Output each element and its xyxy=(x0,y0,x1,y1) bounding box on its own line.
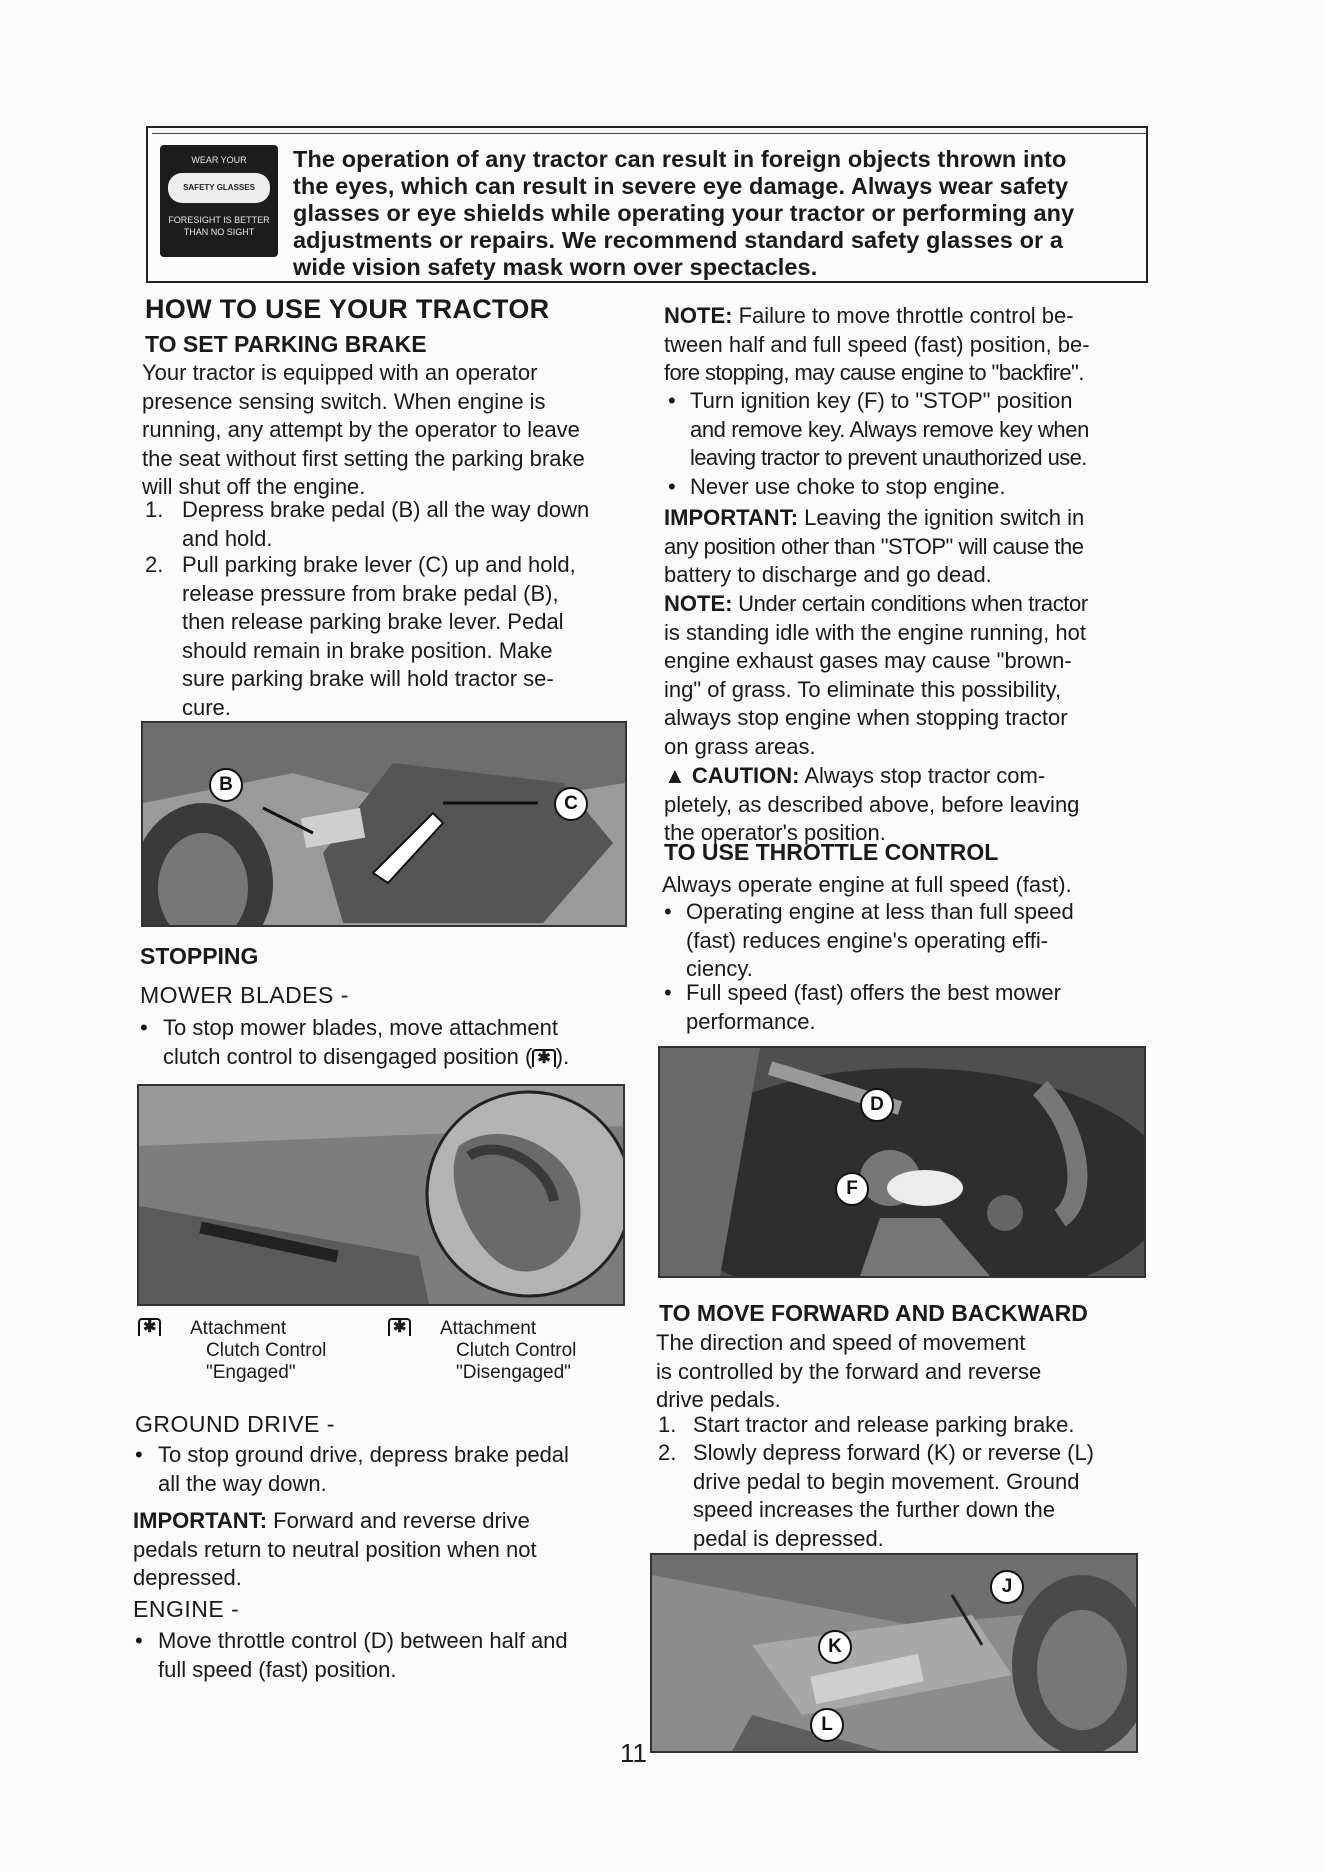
important-note-left xyxy=(133,1507,633,1593)
text-line: drive pedals. xyxy=(656,1387,781,1412)
text-line: then release parking brake lever. Pedal xyxy=(182,609,564,634)
icon-text: WEAR YOUR xyxy=(191,155,247,165)
throttle-title: TO USE THROTTLE CONTROL xyxy=(664,839,999,865)
caption-line: Attachment xyxy=(190,1318,287,1339)
text-line: Slowly depress forward (K) or reverse (L) xyxy=(693,1440,1095,1465)
parking-intro xyxy=(142,359,632,502)
ground-drive-title: GROUND DRIVE - xyxy=(135,1411,335,1437)
warning-line: wide vision safety mask worn over spectacles. xyxy=(293,254,818,280)
bullet: • xyxy=(140,1015,148,1040)
text-line: tween half and full speed (fast) position, be- xyxy=(664,331,1090,357)
text-line: leaving tractor to prevent unauthorized use. xyxy=(690,445,1087,470)
text-line: Move throttle control (D) between half and xyxy=(158,1628,568,1653)
text-line: should remain in brake position. Make xyxy=(182,637,553,663)
text-line: clutch control to disengaged position ( xyxy=(163,1043,533,1069)
engine-bullet xyxy=(135,1627,635,1684)
bullet: • xyxy=(664,899,672,924)
forward-intro xyxy=(656,1329,1156,1415)
drive-pedals-photo xyxy=(650,1553,1138,1753)
throttle-bullet-2 xyxy=(664,979,1164,1036)
callout-k: K xyxy=(818,1630,852,1664)
throttle-intro: Always operate engine at full speed (fast). xyxy=(662,872,1072,897)
note-browning xyxy=(664,590,1164,761)
text-line: is standing idle with the engine running, hot xyxy=(664,619,1086,645)
text-line: performance. xyxy=(686,1008,816,1034)
text-line: (fast) reduces engine's operating effi- xyxy=(686,927,1049,953)
note-backfire xyxy=(664,302,1164,388)
bullet: • xyxy=(668,388,676,413)
text-line: any position other than "STOP" will cause the xyxy=(664,533,1084,559)
caution-label: CAUTION: xyxy=(691,763,800,788)
text-line: Always stop tractor com- xyxy=(799,763,1046,788)
important-label: IMPORTANT: xyxy=(133,1508,268,1533)
ignition-bullet xyxy=(668,387,1168,473)
text-line: fore stopping, may cause engine to "backfire". xyxy=(664,360,1084,385)
text-line: presence sensing switch. When engine is xyxy=(142,388,546,414)
warning-line: The operation of any tractor can result in foreign objects thrown into xyxy=(293,146,1067,172)
ground-drive-bullet xyxy=(135,1441,635,1498)
bullet: • xyxy=(135,1442,143,1467)
warning-line: glasses or eye shields while operating your tractor or performing any xyxy=(293,200,1075,226)
note-label: NOTE: xyxy=(664,303,733,328)
callout-f: F xyxy=(835,1172,869,1206)
text-line: ciency. xyxy=(686,956,753,981)
parking-brake-title: TO SET PARKING BRAKE xyxy=(145,331,427,357)
parking-step-2 xyxy=(145,551,635,722)
bullet: • xyxy=(668,474,676,499)
text-line: Forward and reverse drive xyxy=(267,1508,530,1533)
callout-j: J xyxy=(990,1570,1024,1604)
callout-b: B xyxy=(209,768,243,802)
step-number: 1. xyxy=(145,497,164,522)
text-line: all the way down. xyxy=(158,1470,327,1496)
text-line: the operator's position. xyxy=(664,820,886,845)
brake-pedal-photo xyxy=(141,721,627,927)
warning-text xyxy=(293,146,1148,281)
text-line: Leaving the ignition switch in xyxy=(798,505,1085,530)
icon-text: FORESIGHT IS BETTER xyxy=(168,215,270,225)
bullet: • xyxy=(664,980,672,1005)
step-number: 1. xyxy=(658,1412,677,1437)
icon-text: THAN NO SIGHT xyxy=(183,227,255,237)
text-line: full speed (fast) position. xyxy=(158,1656,397,1682)
text-line: Depress brake pedal (B) all the way down xyxy=(182,497,590,522)
throttle-bullet-1 xyxy=(664,898,1164,984)
callout-c: C xyxy=(554,787,588,821)
text-line: Failure to move throttle control be- xyxy=(732,303,1074,328)
text-line: sure parking brake will hold tractor se- xyxy=(182,666,554,691)
forward-step-1 xyxy=(658,1411,1158,1440)
text-line: pedal is depressed. xyxy=(693,1525,884,1551)
mower-blades-bullet xyxy=(140,1014,640,1071)
stopping-title: STOPPING xyxy=(140,943,259,969)
mower-blades-title: MOWER BLADES - xyxy=(140,982,349,1008)
text-line: pletely, as described above, before leaving xyxy=(664,791,1080,817)
text-line: ing" of grass. To eliminate this possibility, xyxy=(664,676,1062,702)
choke-bullet xyxy=(668,473,1168,502)
note-label: NOTE: xyxy=(664,591,733,616)
text-line: battery to discharge and go dead. xyxy=(664,562,992,587)
step-number: 2. xyxy=(658,1440,677,1465)
caution-note xyxy=(664,762,1164,848)
text-line: Start tractor and release parking brake. xyxy=(693,1412,1075,1437)
parking-step-1 xyxy=(145,496,635,553)
text-line: depressed. xyxy=(133,1565,242,1590)
icon-text: SAFETY GLASSES xyxy=(168,173,270,203)
disengaged-caption xyxy=(388,1318,576,1384)
caption-line: Attachment xyxy=(440,1318,537,1339)
text-line: To stop ground drive, depress brake pedal xyxy=(158,1442,569,1467)
throttle-ignition-photo xyxy=(658,1046,1146,1278)
text-line: on grass areas. xyxy=(664,733,816,759)
disengaged-symbol-icon: ✱ xyxy=(532,1049,555,1067)
caption-line: "Engaged" xyxy=(206,1362,296,1383)
warning-line: adjustments or repairs. We recommend standard safety glasses or a xyxy=(293,227,1064,253)
text-line: The direction and speed of movement xyxy=(656,1330,1026,1355)
text-line: the seat without first setting the parking brake xyxy=(142,445,585,471)
safety-glasses-icon xyxy=(160,145,278,257)
text-line: Pull parking brake lever (C) up and hold, xyxy=(182,552,576,577)
text-line: and hold. xyxy=(182,525,273,551)
section-heading: HOW TO USE YOUR TRACTOR xyxy=(145,294,550,324)
text-line: ). xyxy=(555,1043,570,1069)
important-label: IMPORTANT: xyxy=(664,505,799,530)
forward-backward-title: TO MOVE FORWARD AND BACKWARD xyxy=(659,1300,1088,1326)
warning-top-rule xyxy=(152,133,1148,134)
text-line: Operating engine at less than full speed xyxy=(686,899,1074,924)
text-line: always stop engine when stopping tractor xyxy=(664,705,1068,730)
text-line: Turn ignition key (F) to "STOP" position xyxy=(690,388,1073,413)
engaged-symbol-icon: ✱ xyxy=(138,1318,161,1336)
warning-line: the eyes, which can result in severe eye damage. Always wear safety xyxy=(293,173,1069,199)
text-line: Your tractor is equipped with an operator xyxy=(142,360,538,385)
text-line: Never use choke to stop engine. xyxy=(690,474,1006,499)
callout-d: D xyxy=(860,1088,894,1122)
bullet: • xyxy=(135,1628,143,1653)
text-line: To stop mower blades, move attachment xyxy=(163,1015,558,1040)
engaged-caption xyxy=(138,1318,326,1384)
caution-icon: ▲ xyxy=(664,763,686,788)
text-line: pedals return to neutral position when not xyxy=(133,1536,537,1562)
clutch-control-photo xyxy=(137,1084,625,1306)
text-line: is controlled by the forward and reverse xyxy=(656,1358,1042,1384)
caption-line: Clutch Control xyxy=(456,1340,577,1361)
page-number: 11 xyxy=(620,1738,647,1768)
text-line: will shut off the engine. xyxy=(142,474,366,499)
text-line: and remove key. Always remove key when xyxy=(690,416,1089,442)
text-line: cure. xyxy=(182,694,231,720)
text-line: engine exhaust gases may cause "brown- xyxy=(664,648,1072,673)
text-line: drive pedal to begin movement. Ground xyxy=(693,1468,1080,1494)
callout-l: L xyxy=(810,1708,844,1742)
text-line: speed increases the further down the xyxy=(693,1497,1056,1522)
engine-title: ENGINE - xyxy=(133,1596,240,1622)
important-note-right xyxy=(664,504,1164,590)
caption-line: Clutch Control xyxy=(206,1340,327,1361)
disengaged-symbol-icon: ✱ xyxy=(388,1318,411,1336)
text-line: Full speed (fast) offers the best mower xyxy=(686,980,1061,1005)
step-number: 2. xyxy=(145,552,164,577)
caption-line: "Disengaged" xyxy=(456,1362,571,1383)
text-line: Under certain conditions when tractor xyxy=(732,591,1088,616)
text-line: release pressure from brake pedal (B), xyxy=(182,580,559,606)
text-line: running, any attempt by the operator to leave xyxy=(142,417,580,442)
forward-step-2 xyxy=(658,1439,1158,1553)
